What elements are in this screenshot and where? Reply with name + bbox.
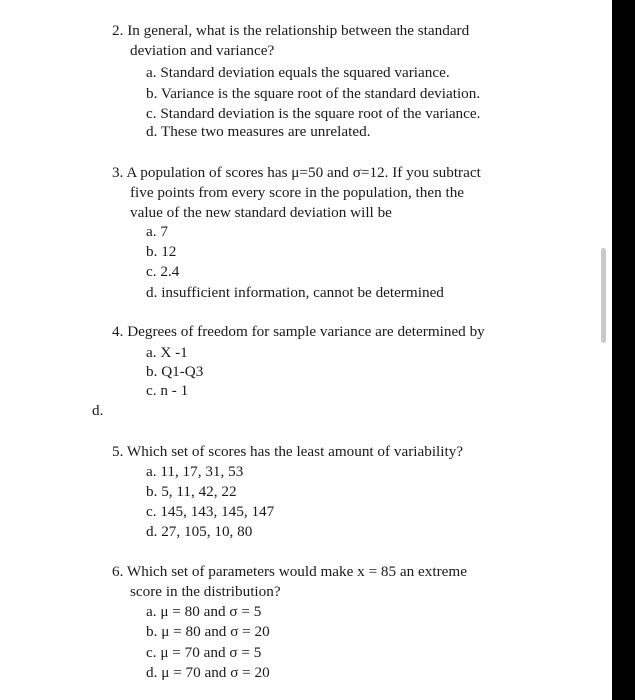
question-6-option-a: a. μ = 80 and σ = 5	[146, 603, 262, 620]
question-6-line-2: score in the distribution?	[130, 583, 281, 600]
question-4-option-a: a. X -1	[146, 344, 188, 361]
question-2-option-b: b. Variance is the square root of the standard deviation.	[146, 85, 481, 102]
question-5-option-c: c. 145, 143, 145, 147	[146, 503, 275, 520]
question-6-option-c: c. μ = 70 and σ = 5	[146, 644, 262, 661]
scrollbar-thumb[interactable]	[601, 248, 606, 343]
question-6-option-d: d. μ = 70 and σ = 20	[146, 664, 270, 681]
question-2-option-a: a. Standard deviation equals the squared variance.	[146, 64, 450, 81]
question-2-line-1: 2. In general, what is the relationship between the standard	[112, 22, 470, 39]
question-4-option-d: d.	[92, 402, 104, 419]
question-4-line-1: 4. Degrees of freedom for sample variance are determined by	[112, 323, 485, 340]
question-5-option-d: d. 27, 105, 10, 80	[146, 523, 253, 540]
question-2-option-d: d. These two measures are unrelated.	[146, 123, 371, 140]
question-4-option-c: c. n - 1	[146, 382, 189, 399]
question-5-option-a: a. 11, 17, 31, 53	[146, 463, 244, 480]
question-2-line-2: deviation and variance?	[130, 42, 275, 59]
question-3-option-a: a. 7	[146, 223, 168, 240]
question-2-option-c: c. Standard deviation is the square root of the variance.	[146, 105, 481, 122]
question-3-line-2: five points from every score in the population, then the	[130, 184, 465, 201]
question-3-line-3: value of the new standard deviation will be	[130, 204, 392, 221]
question-3-line-1: 3. A population of scores has μ=50 and σ=12. If you subtract	[112, 164, 481, 181]
question-6-line-1: 6. Which set of parameters would make x = 85 an extreme	[112, 563, 467, 580]
question-5-line-1: 5. Which set of scores has the least amount of variability?	[112, 443, 464, 460]
question-6-option-b: b. μ = 80 and σ = 20	[146, 623, 270, 640]
question-3-option-b: b. 12	[146, 243, 177, 260]
question-5-option-b: b. 5, 11, 42, 22	[146, 483, 237, 500]
question-3-option-c: c. 2.4	[146, 263, 180, 280]
question-4-option-b: b. Q1-Q3	[146, 363, 204, 380]
question-3-option-d: d. insufficient information, cannot be determined	[146, 284, 444, 301]
